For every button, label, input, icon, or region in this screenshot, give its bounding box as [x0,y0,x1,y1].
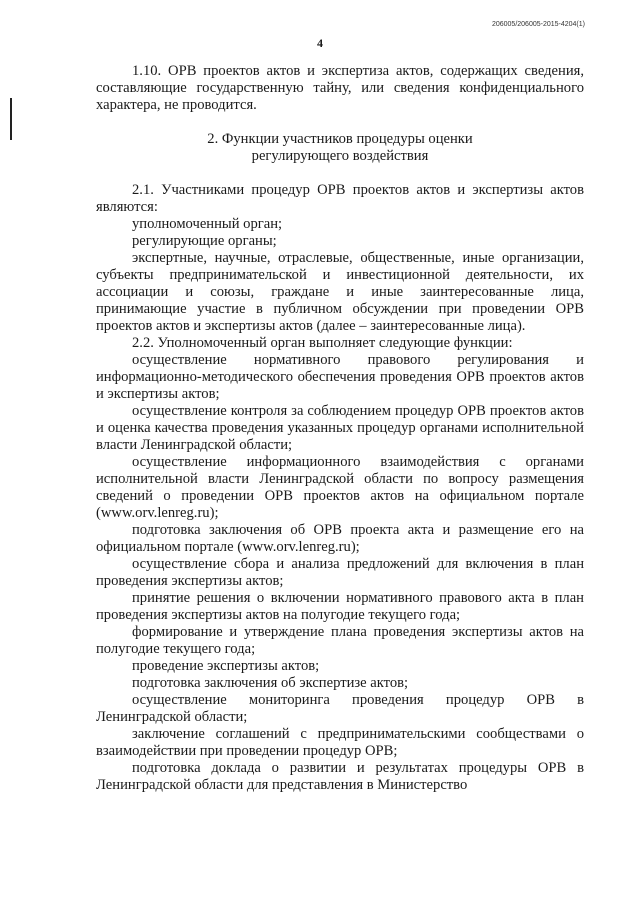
function-item: подготовка доклада о развитии и результатах процедуры ОРВ в Ленинградской области для представления в Министерство [96,760,584,793]
paragraph-1-10: 1.10. ОРВ проектов актов и экспертиза актов, содержащих сведения, составляющие государственную тайну, или сведения конфиденциального характера, не проводится. [96,63,584,113]
section-heading-line-2: регулирующего воздействия [251,148,429,164]
function-item: заключение соглашений с предпринимательскими сообществами о взаимодействии при проведении процедур ОРВ; [96,726,584,759]
list-item: экспертные, научные, отраслевые, общественные, иные организации, субъекты предпринимательской и инвестиционной деятельности, их ассоциации и союзы, граждане и иные заинтересованные лица, принимающие участие в публичном обсуждении при проведении ОРВ проектов актов и экспертизы актов (далее – заинтересованные лица). [96,250,584,334]
function-item: осуществление сбора и анализа предложений для включения в план проведения экспертизы актов; [96,556,584,589]
margin-mark [10,98,12,140]
document-body [96,63,584,794]
list-item: уполномоченный орган; [132,216,283,232]
paragraph-2-2: 2.2. Уполномоченный орган выполняет следующие функции: [132,335,513,351]
paragraph-2-1: 2.1. Участниками процедур ОРВ проектов актов и экспертизы актов являются: [96,182,584,215]
function-item: проведение экспертизы актов; [132,658,320,674]
function-item: подготовка заключения об ОРВ проекта акта и размещение его на официальном портале (www.orv.lenreg.ru); [96,522,584,555]
function-item: подготовка заключения об экспертизе актов; [132,675,409,691]
function-item: осуществление контроля за соблюдением процедур ОРВ проектов актов и оценка качества проведения указанных процедур органами исполнительной власти Ленинградской области; [96,403,584,453]
function-item: осуществление мониторинга проведения процедур ОРВ в Ленинградской области; [96,692,584,725]
section-heading-line-1: 2. Функции участников процедуры оценки [207,131,473,147]
function-item: формирование и утверждение плана проведения экспертизы актов на полугодие текущего года; [96,624,584,657]
function-item: осуществление информационного взаимодействия с органами исполнительной власти Ленинградской области по вопросу размещения сведений о проведении ОРВ проектов актов на официальном портале (www.orv.lenreg.ru); [96,454,584,521]
function-item: принятие решения о включении нормативного правового акта в план проведения экспертизы актов на полугодие текущего года; [96,590,584,623]
function-item: осуществление нормативного правового регулирования и информационно-методического обеспечения проведения ОРВ проектов актов и экспертизы актов; [96,352,584,402]
list-item: регулирующие органы; [132,233,277,249]
section-heading [96,131,584,165]
page-number: 4 [317,36,323,50]
document-id: 206005/206005-2015-4204(1) [491,21,585,28]
